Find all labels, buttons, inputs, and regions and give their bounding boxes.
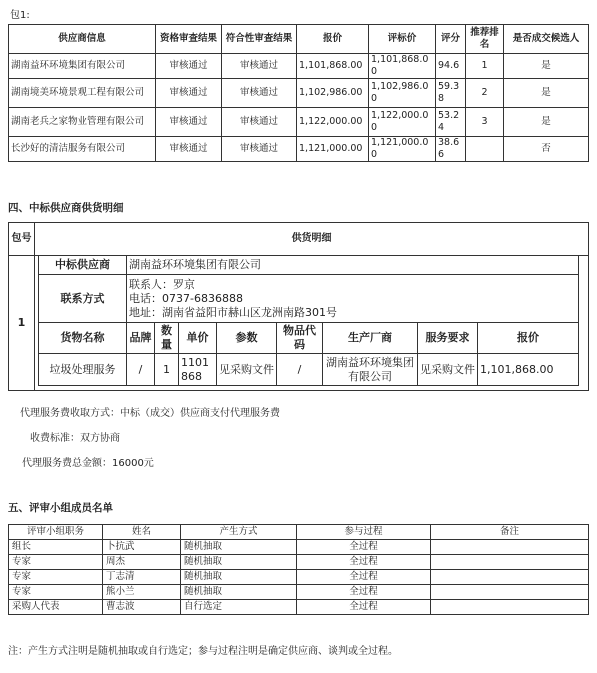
name-cell: 卜抗武 bbox=[103, 540, 181, 555]
supplier-label: 中标供应商 bbox=[39, 256, 127, 275]
contact-address: 地址：湖南省益阳市赫山区龙洲南路301号 bbox=[129, 305, 337, 319]
item-header: 生产厂商 bbox=[323, 322, 418, 353]
header-cell: 推荐排名 bbox=[466, 25, 504, 54]
score-cell: 94.6 bbox=[436, 54, 466, 79]
inner-spacer bbox=[39, 385, 579, 390]
role-cell: 专家 bbox=[9, 555, 103, 570]
contact-person: 联系人：罗京 bbox=[129, 278, 195, 291]
process-cell: 全过程 bbox=[297, 555, 431, 570]
contact-block bbox=[127, 275, 579, 323]
bid-price-cell: 1,121,000.00 bbox=[369, 136, 436, 161]
quote-cell: 1,121,000.00 bbox=[297, 136, 369, 161]
item-quote: 1,101,868.00 bbox=[478, 354, 579, 385]
section-4-title: 四、中标供应商供货明细 bbox=[8, 202, 124, 214]
table-header-row bbox=[9, 525, 589, 540]
header-cell: 评标价 bbox=[369, 25, 436, 54]
supplier-cell: 湖南老兵之家物业管理有限公司 bbox=[9, 107, 156, 136]
remark-cell bbox=[431, 600, 589, 615]
inner-spacer bbox=[579, 256, 589, 391]
item-unit-price: 1101868 bbox=[179, 354, 217, 385]
fee-method: 代理服务费收取方式：中标（成交）供应商支付代理服务费 bbox=[20, 408, 280, 419]
item-manufacturer: 湖南益环环境集团有限公司 bbox=[323, 354, 418, 385]
candidate-cell: 是 bbox=[504, 78, 589, 107]
process-cell: 全过程 bbox=[297, 585, 431, 600]
bid-price-cell: 1,102,986.00 bbox=[369, 78, 436, 107]
header-cell: 评分 bbox=[436, 25, 466, 54]
score-cell: 53.24 bbox=[436, 107, 466, 136]
table-row bbox=[9, 107, 589, 136]
header-cell: 符合性审查结果 bbox=[222, 25, 297, 54]
header-cell: 备注 bbox=[431, 525, 589, 540]
method-cell: 随机抽取 bbox=[181, 555, 297, 570]
qualification-cell: 审核通过 bbox=[156, 78, 222, 107]
item-params: 见采购文件 bbox=[217, 354, 277, 385]
contact-label: 联系方式 bbox=[39, 275, 127, 323]
fee-standard: 收费标准：双方协商 bbox=[30, 433, 120, 444]
compliance-cell: 审核通过 bbox=[222, 107, 297, 136]
header-cell: 产生方式 bbox=[181, 525, 297, 540]
method-cell: 随机抽取 bbox=[181, 570, 297, 585]
name-cell: 周杰 bbox=[103, 555, 181, 570]
compliance-cell: 审核通过 bbox=[222, 78, 297, 107]
process-cell: 全过程 bbox=[297, 600, 431, 615]
table-row bbox=[9, 540, 589, 555]
table-row bbox=[9, 585, 589, 600]
candidate-cell: 是 bbox=[504, 54, 589, 79]
supplier-cell: 长沙好的清洁服务有限公司 bbox=[9, 136, 156, 161]
table-row bbox=[9, 136, 589, 161]
item-header: 报价 bbox=[478, 322, 579, 353]
detail-header: 供货明细 bbox=[35, 223, 589, 256]
candidate-cell: 否 bbox=[504, 136, 589, 161]
name-cell: 丁志清 bbox=[103, 570, 181, 585]
rank-cell bbox=[466, 136, 504, 161]
rank-cell: 3 bbox=[466, 107, 504, 136]
name-cell: 熊小兰 bbox=[103, 585, 181, 600]
table-header-row bbox=[9, 25, 589, 54]
table-row bbox=[9, 78, 589, 107]
process-cell: 全过程 bbox=[297, 540, 431, 555]
item-code: / bbox=[277, 354, 323, 385]
item-header: 单价 bbox=[179, 322, 217, 353]
remark-cell bbox=[431, 570, 589, 585]
qualification-cell: 审核通过 bbox=[156, 54, 222, 79]
compliance-cell: 审核通过 bbox=[222, 54, 297, 79]
item-quantity: 1 bbox=[155, 354, 179, 385]
item-name: 垃圾处理服务 bbox=[39, 354, 127, 385]
header-cell: 姓名 bbox=[103, 525, 181, 540]
table-row bbox=[9, 570, 589, 585]
item-header: 数量 bbox=[155, 322, 179, 353]
remark-cell bbox=[431, 585, 589, 600]
rank-cell: 2 bbox=[466, 78, 504, 107]
quote-cell: 1,122,000.00 bbox=[297, 107, 369, 136]
section-5-title: 五、评审小组成员名单 bbox=[8, 502, 113, 514]
role-cell: 组长 bbox=[9, 540, 103, 555]
header-cell: 是否成交候选人 bbox=[504, 25, 589, 54]
header-cell: 评审小组职务 bbox=[9, 525, 103, 540]
supplier-value: 湖南益环环境集团有限公司 bbox=[127, 256, 579, 275]
method-cell: 随机抽取 bbox=[181, 585, 297, 600]
supplier-cell: 湖南境美环境景观工程有限公司 bbox=[9, 78, 156, 107]
item-brand: / bbox=[127, 354, 155, 385]
item-header: 参数 bbox=[217, 322, 277, 353]
quote-cell: 1,102,986.00 bbox=[297, 78, 369, 107]
qualification-cell: 审核通过 bbox=[156, 107, 222, 136]
header-cell: 资格审查结果 bbox=[156, 25, 222, 54]
header-cell: 参与过程 bbox=[297, 525, 431, 540]
method-cell: 随机抽取 bbox=[181, 540, 297, 555]
package-label: 包1: bbox=[10, 10, 30, 21]
table-row bbox=[9, 600, 589, 615]
supply-detail-table bbox=[8, 222, 589, 391]
review-panel-table bbox=[8, 524, 589, 615]
rank-cell: 1 bbox=[466, 54, 504, 79]
role-cell: 专家 bbox=[9, 585, 103, 600]
item-header: 品牌 bbox=[127, 322, 155, 353]
candidate-cell: 是 bbox=[504, 107, 589, 136]
header-cell: 报价 bbox=[297, 25, 369, 54]
qualification-cell: 审核通过 bbox=[156, 136, 222, 161]
table-row bbox=[9, 54, 589, 79]
bid-price-cell: 1,101,868.00 bbox=[369, 54, 436, 79]
process-cell: 全过程 bbox=[297, 570, 431, 585]
role-cell: 采购人代表 bbox=[9, 600, 103, 615]
item-header: 服务要求 bbox=[418, 322, 478, 353]
fee-total: 代理服务费总金额：16000元 bbox=[22, 458, 154, 469]
role-cell: 专家 bbox=[9, 570, 103, 585]
quote-cell: 1,101,868.00 bbox=[297, 54, 369, 79]
supplier-cell: 湖南益环环境集团有限公司 bbox=[9, 54, 156, 79]
pkg-number: 1 bbox=[9, 256, 35, 391]
method-cell: 自行选定 bbox=[181, 600, 297, 615]
score-cell: 59.38 bbox=[436, 78, 466, 107]
bid-price-cell: 1,122,000.00 bbox=[369, 107, 436, 136]
score-cell: 38.66 bbox=[436, 136, 466, 161]
name-cell: 曹志波 bbox=[103, 600, 181, 615]
remark-cell bbox=[431, 555, 589, 570]
remark-cell bbox=[431, 540, 589, 555]
item-header: 物品代码 bbox=[277, 322, 323, 353]
header-cell: 供应商信息 bbox=[9, 25, 156, 54]
evaluation-results-table bbox=[8, 24, 589, 162]
compliance-cell: 审核通过 bbox=[222, 136, 297, 161]
contact-phone: 电话：0737-6836888 bbox=[129, 291, 243, 305]
item-header: 货物名称 bbox=[39, 322, 127, 353]
item-service: 见采购文件 bbox=[418, 354, 478, 385]
footnote: 注：产生方式注明是随机抽取或自行选定；参与过程注明是确定供应商、谈判或全过程。 bbox=[8, 646, 398, 657]
table-row bbox=[9, 555, 589, 570]
pkg-header: 包号 bbox=[9, 223, 35, 256]
